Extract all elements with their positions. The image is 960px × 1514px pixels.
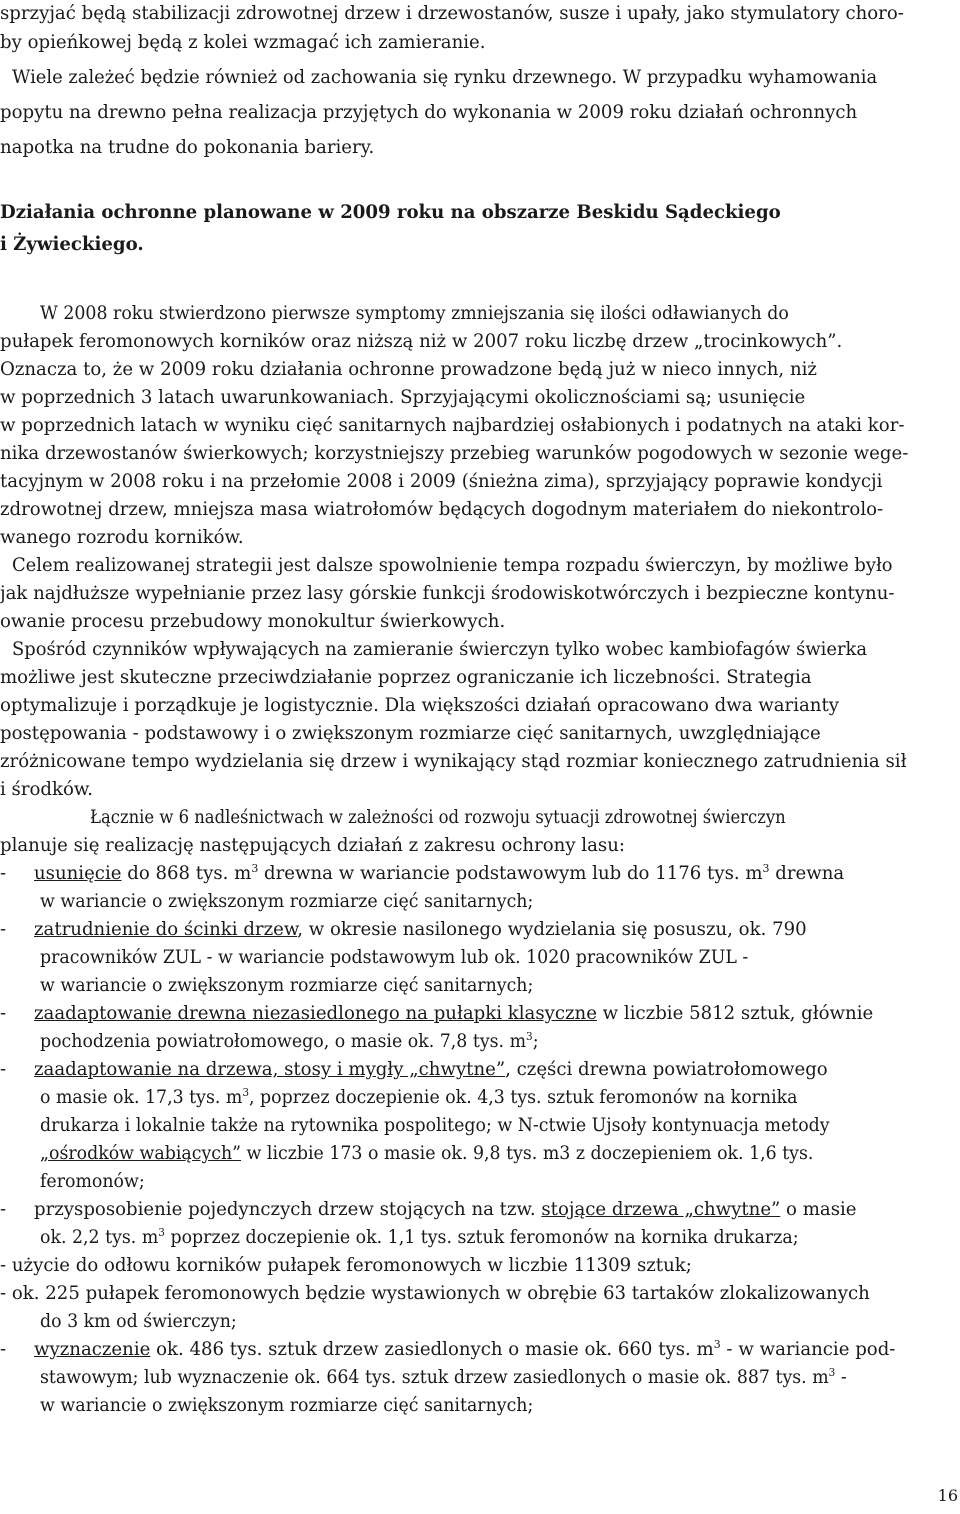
text-line	[2, 972, 956, 1000]
text-line	[0, 776, 956, 804]
text-run: do 868 tys. m	[121, 863, 252, 884]
text-line	[0, 916, 956, 944]
text-line	[0, 356, 956, 384]
text-run: -	[0, 1339, 7, 1360]
text-run: feromonów;	[40, 1171, 145, 1192]
text-run: zdrowotnej drzew, mniejsza masa wiatrołomów będących dogodnym materiałem do niekontrolo-	[0, 499, 884, 520]
text-run: drewna w wariancie podstawowym lub do 1176 tys. m	[258, 863, 763, 884]
text-run: -	[0, 1199, 7, 1220]
text-run: i środków.	[0, 779, 93, 800]
text-run: nika drzewostanów świerkowych; korzystniejszy przebieg warunków pogodowych w sezonie wege-	[0, 443, 909, 464]
text-run: stawowym; lub wyznaczenie ok. 664 tys. sztuk drzew zasiedlonych o masie ok. 887 tys. m	[40, 1367, 829, 1388]
text-run: Łącznie w 6 nadleśnictwach w zależności od rozwoju sytuacji zdrowotnej świerczyn	[90, 807, 786, 828]
underlined-term: wyznaczenie	[34, 1339, 151, 1360]
text-run: jak najdłuższe wypełnianie przez lasy górskie funkcji środowiskotwórczych i bezpieczne kontynu-	[0, 583, 895, 604]
text-line	[0, 29, 956, 57]
text-line	[0, 1196, 956, 1224]
text-run: - ok. 225 pułapek feromonowych będzie wystawionych w obrębie 63 tartaków zlokalizowanych	[0, 1283, 870, 1304]
text-run: popytu na drewno pełna realizacja przyjętych do wykonania w 2009 roku działań ochronnych	[0, 102, 858, 123]
text-line	[0, 524, 956, 552]
text-run: napotka na trudne do pokonania bariery.	[0, 137, 375, 158]
text-line	[0, 199, 956, 227]
text-run: sprzyjać będą stabilizacji zdrowotnej drzew i drzewostanów, susze i upały, jako stymulatory choro-	[0, 3, 904, 24]
text-line	[0, 99, 956, 127]
text-line	[0, 440, 956, 468]
text-run: i Żywieckiego.	[0, 234, 144, 255]
text-line	[2, 1392, 956, 1420]
superscript: 3	[158, 1226, 165, 1239]
text-run: w poprzednich 3 latach uwarunkowaniach. Sprzyjającymi okolicznościami są; usunięcie	[0, 387, 806, 408]
text-line	[2, 1112, 956, 1140]
superscript: 3	[242, 1086, 250, 1099]
text-run: zróżnicowane tempo wydzielania się drzew i wynikający stąd rozmiar koniecznego zatrudnienia sił	[0, 751, 907, 772]
text-run: - w wariancie pod-	[720, 1339, 896, 1360]
text-run: wanego rozrodu korników.	[0, 527, 244, 548]
text-run: o masie	[780, 1199, 857, 1220]
text-line	[0, 552, 956, 580]
text-run: ;	[532, 1031, 539, 1052]
text-run: Wiele zależeć będzie również od zachowania się rynku drzewnego. W przypadku wyhamowania	[12, 67, 878, 88]
text-run: Celem realizowanej strategii jest dalsze spowolnienie tempa rozpadu świerczyn, by możliwe było	[12, 555, 893, 576]
text-run: owanie procesu przebudowy monokultur świerkowych.	[0, 611, 506, 632]
text-run: o masie ok. 17,3 tys. m	[40, 1087, 243, 1108]
superscript: 3	[762, 862, 770, 875]
text-line	[0, 636, 956, 664]
text-run: drewna	[769, 863, 845, 884]
text-run: W 2008 roku stwierdzono pierwsze symptomy zmniejszania się ilości odławianych do	[40, 303, 789, 324]
text-line	[0, 384, 956, 412]
text-line	[0, 580, 956, 608]
superscript: 3	[251, 862, 259, 875]
text-line	[2, 1224, 956, 1252]
text-run: pochodzenia powiatrołomowego, o masie ok. 7,8 tys. m	[40, 1031, 527, 1052]
text-line	[0, 720, 956, 748]
text-run: przysposobienie pojedynczych drzew stojących na tzw.	[34, 1199, 542, 1220]
text-line	[0, 231, 956, 259]
text-line	[0, 608, 956, 636]
text-line	[2, 1308, 956, 1336]
text-line	[0, 468, 956, 496]
text-run: w liczbie 5812 sztuk, głównie	[596, 1003, 874, 1024]
underlined-term: zatrudnienie do ścinki drzew	[34, 919, 298, 940]
text-line	[0, 412, 956, 440]
underlined-term: zaadaptowanie na drzewa, stosy i mygły „chwytne”	[34, 1059, 506, 1080]
text-line	[0, 64, 956, 92]
text-run: optymalizuje i porządkuje je logistycznie. Dla większości działań opracowano dwa warianty	[0, 695, 839, 716]
text-line	[0, 1280, 956, 1308]
page-number: 16	[937, 1486, 958, 1505]
text-line	[0, 134, 956, 162]
text-run: -	[0, 1003, 7, 1024]
text-run: ok. 486 tys. sztuk drzew zasiedlonych o masie ok. 660 tys. m	[150, 1339, 714, 1360]
text-run: pracowników ZUL - w wariancie podstawowym lub ok. 1020 pracowników ZUL -	[40, 947, 749, 968]
text-run: -	[835, 1367, 847, 1388]
text-line	[0, 1000, 956, 1028]
text-line	[0, 664, 956, 692]
text-run: Spośród czynników wpływających na zamieranie świerczyn tylko wobec kambiofagów świerka	[12, 639, 867, 660]
text-run: ok. 2,2 tys. m	[40, 1227, 159, 1248]
text-run: w wariancie o zwiększonym rozmiarze cięć sanitarnych;	[40, 891, 534, 912]
text-run: w wariancie o zwiększonym rozmiarze cięć sanitarnych;	[40, 1395, 534, 1416]
text-run: planuje się realizację następujących działań z zakresu ochrony lasu:	[0, 835, 625, 856]
text-run: , w okresie nasilonego wydzielania się posuszu, ok. 790	[297, 919, 807, 940]
text-line	[0, 1336, 956, 1364]
text-run: do 3 km od świerczyn;	[40, 1311, 237, 1332]
text-run: postępowania - podstawowy i o zwiększonym rozmiarze cięć sanitarnych, uwzględniające	[0, 723, 821, 744]
text-run: Działania ochronne planowane w 2009 roku na obszarze Beskidu Sądeckiego	[0, 202, 781, 223]
text-line	[2, 888, 956, 916]
underlined-term: usunięcie	[34, 863, 122, 884]
text-run: w poprzednich latach w wyniku cięć sanitarnych najbardziej osłabionych i podatnych na ataki kor-	[0, 415, 905, 436]
text-run: możliwe jest skuteczne przeciwdziałanie poprzez ograniczanie ich liczebności. Strategia	[0, 667, 812, 688]
underlined-term: stojące drzewa „chwytne”	[541, 1199, 781, 1220]
text-run: drukarza i lokalnie także na rytownika pospolitego; w N-ctwie Ujsoły kontynuacja metody	[40, 1115, 830, 1136]
text-run: -	[0, 919, 7, 940]
text-line	[0, 748, 956, 776]
text-run: poprzez doczepienie ok. 1,1 tys. sztuk feromonów na kornika drukarza;	[164, 1227, 799, 1248]
text-run: Oznacza to, że w 2009 roku działania ochronne prowadzone będą już w nieco innych, niż	[0, 359, 817, 380]
text-line	[0, 832, 956, 860]
text-run: , części drewna powiatrołomowego	[505, 1059, 828, 1080]
text-line	[2, 1168, 956, 1196]
text-run: by opieńkowej będą z kolei wzmagać ich zamieranie.	[0, 32, 486, 53]
superscript: 3	[713, 1338, 721, 1351]
text-line	[0, 1252, 956, 1280]
text-line	[0, 496, 956, 524]
text-line	[2, 1028, 956, 1056]
superscript: 3	[526, 1030, 533, 1043]
text-line	[0, 692, 956, 720]
text-line	[0, 860, 956, 888]
text-line	[2, 944, 956, 972]
text-run: pułapek feromonowych korników oraz niższą niż w 2007 roku liczbę drzew „trocinkowych”.	[0, 331, 843, 352]
text-line	[2, 1084, 956, 1112]
text-line	[9, 804, 956, 832]
text-run: , poprzez doczepienie ok. 4,3 tys. sztuk feromonów na kornika	[249, 1087, 798, 1108]
text-run: - użycie do odłowu korników pułapek feromonowych w liczbie 11309 sztuk;	[0, 1255, 692, 1276]
text-run: tacyjnym w 2008 roku i na przełomie 2008 i 2009 (śnieżna zima), sprzyjający poprawie kondycji	[0, 471, 883, 492]
text-run: w wariancie o zwiększonym rozmiarze cięć sanitarnych;	[40, 975, 534, 996]
text-run: -	[0, 1059, 7, 1080]
text-run: -	[0, 863, 7, 884]
text-line	[2, 300, 956, 328]
underlined-term: zaadaptowanie drewna niezasiedlonego na pułapki klasyczne	[34, 1003, 597, 1024]
underlined-term: „ośrodków wabiących”	[40, 1143, 242, 1164]
text-line	[0, 328, 956, 356]
text-line	[2, 1364, 956, 1392]
text-line	[0, 1056, 956, 1084]
text-line	[2, 1140, 956, 1168]
text-run: w liczbie 173 o masie ok. 9,8 tys. m3 z doczepieniem ok. 1,6 tys.	[241, 1143, 814, 1164]
text-line	[0, 0, 956, 28]
superscript: 3	[828, 1366, 836, 1379]
